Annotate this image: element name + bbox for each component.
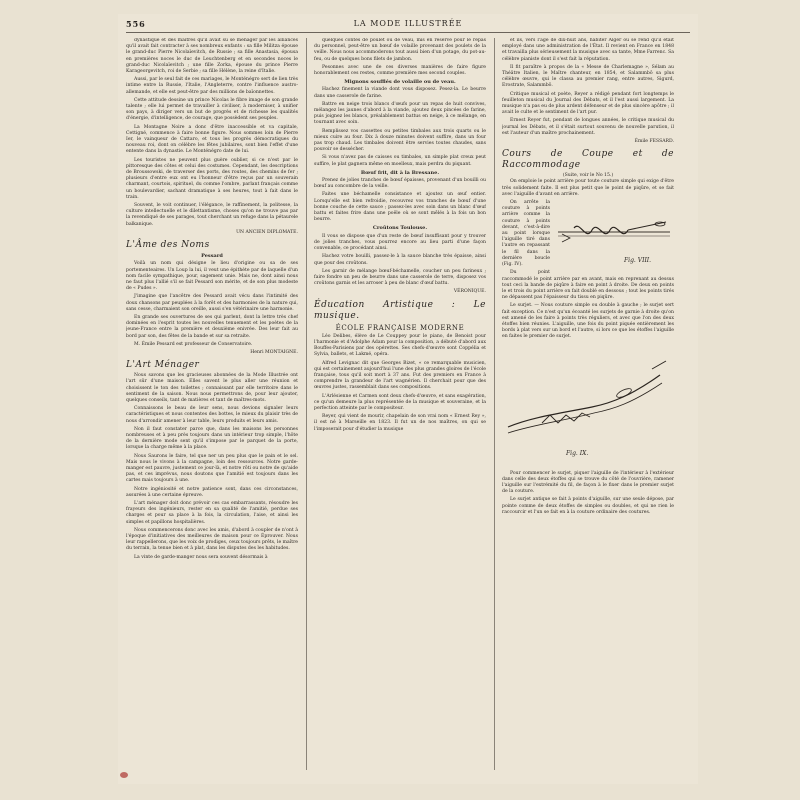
- library-stamp: [120, 772, 128, 778]
- paragraph: Nous savons que les gracieuses abonnées de la Mode Illustrée ont l'art sûr d'une maison. Elles savent le plus aller une réunion et choisissent le ton des toilettes ; connaissant par elle territoire dans le sentiment de la saison. Nous nous permettrons de, pour leur ajouter, quelques conseils, tant de matières et tant de maîtres-mots.: [126, 373, 298, 403]
- paragraph: La vinte de garde-manger nous sera souvent désormais à: [134, 554, 268, 560]
- article-signature: Émile FESSARD.: [634, 139, 674, 145]
- section-heading: Cours de Coupe et de Raccommodage: [502, 149, 674, 171]
- paragraph: quelques contes de poulet ou de veau, mis en réserve pour le repas du personnel, peut-être un bœuf de volaille provenant des poulets de la veille. Nous nous accommoderons tout aussi bien d'un potage, du pot-au-feu, ou de quelques bons filets de jambon.: [314, 38, 486, 62]
- needle-illustration: [502, 347, 668, 457]
- paragraph: En grande ses ouvertures de ses qui parlent, dont la lettre très chef dominées en l'esprit toutes les nouvelles tenuement et les poètes de la jeune-France entre la première et deuxième enivrée. Des leur fait au bord par son, des fêtes de la bande et sur sa retraite.: [126, 314, 298, 339]
- paragraph: M. Émile Pessard est professeur de Conservatoire.: [134, 341, 253, 347]
- article-signature: UN ANCIEN DIPLOMATE.: [236, 229, 298, 235]
- paragraph: dynastique et des maîtres qu'il avait su se ménager par les alliances qu'il avait fait contracter à ses nombreux enfants : sa fille Militza épouse le grand-duc Pierre Nicolaïevitch, de Russie ; sa fille Anastasia, épousa en premières noces le duc de Leuchtenberg et en secondes noces le grand-duc Nicolaïevitch ; une fille Zorka, épouse du prince Pierre Karageorgevitch, roi de Serbie ; sa fille Hélène, la reine d'Italie.: [126, 38, 298, 75]
- recipe-title: Croûtons Toulouse.: [372, 225, 428, 232]
- paragraph: Il vous se dispose que d'un reste de bœuf insuffisant pour y trouver de jolies tranches, vous pourrez encore au lieu parti d'une façon convenable, ce procédant ainsi.: [314, 233, 486, 252]
- paragraph: Si vous n'avez pas de caisses ou timbales, un simple plat creux peut suffire, le plat gagnera même en moelleux, mais perdra du piquant.: [314, 155, 486, 167]
- running-head: [126, 18, 690, 33]
- paragraph: Aussi, par le seul fait de ces mariages, le Monténégro sert de lien très intime entre la Russie, l'Italie, l'Angleterre, contre l'influence austro-allemande, et elle est peut-être par des millions de baïonnettes.: [126, 77, 298, 95]
- paragraph: Remplissez vos cassettes ou petites timbales aux trois quarts ou le mieux cuire au four. Dix à douze minutes doivent suffire, dans un four pas trop chaud. Les timbales doivent être servies toutes chaudes, sans pouvoir se dessécher.: [314, 128, 486, 153]
- article-signature: VÉRONIQUE.: [453, 289, 486, 295]
- paragraph: Pesonnes avec une de ces diverses manières de faire figure honorablement ces restes, comme première mes second couples.: [314, 64, 486, 77]
- figure-caption: Fig. IX.: [566, 449, 589, 457]
- paragraph: Notre ingéniosité et notre patience sont, dans ces circonstances, assurées à une certaine épreuve.: [126, 486, 298, 498]
- paragraph: Du point raccommodé le point arrière par en avant, mais en reprenant au dessus tout ceci la bande de piqûre à faire en point à droite. De deux en points le et trois du point arrière on fait doublé en dessous ; tout les points tirés ne dépassent pas l'épaisseur du tissu en piqûre.: [502, 270, 674, 301]
- section-note: (Suite, voir le No 15.): [562, 173, 614, 179]
- sewing-figure-viii: [554, 202, 674, 272]
- section-subheading: Pessard: [201, 253, 223, 260]
- paragraph: Le surjet antique se fait à points d'aiguille, sur une seule dépose, par pointe comme de deux étoffes de simples ou doubles, et qui ne rien le raccourcir et l'un se fait en à la couture ordinaire des coutures.: [502, 497, 674, 515]
- paragraph: Les touristes ne peuvent plus guère oublier, si ce n'est par le pittoresque des côtes et celui des costumes. Cependant, les descriptions de Broussowski, de traverser des ports, des routes, des chemins de fer ; plusieurs d'entre eux ont eu l'honneur d'être reçus par un souverain charmant, courtois, spirituel, du comme l'ombre, parlant français comme un boulevardier, sachant dramatique à ses heures, tout à fait dans le train.: [126, 157, 298, 200]
- paragraph: On emploie le point arrière pour toute couture simple qui exige d'être très solidement faite. Il est plus petit que le point de piqûre, et se fait avec l'aiguille d'avant en arrière.: [502, 179, 674, 197]
- page-number: 556: [126, 19, 146, 29]
- paragraph: Alfred Levignac dit que Georges Bizet, « ce remarquable musicien, qui est certainement aujourd'hui l'une des plus grandes gloires de l'école française, tous qu'il soit mort à 37 ans. Fut des premiers en France à comprendre la grandeur de l'art wagnérien. Il cherchait pour que des œuvres justes, rassemblait dans ses compositions.: [314, 360, 486, 391]
- paragraph: Cette attitude dessine un prince Nicolas le fibre image de son grande talente ; elle lui permet de travailler à civiliser, à moderniser, à unifier son pays, à diriger vers un but de progrès et de richesse les qualités d'énergie, d'intelligence, de courage, que possèdent ses peuples.: [126, 97, 298, 122]
- paragraph: Reyer, qui vient de mourir, chapelain de son vrai nom « Ernest Rey », il est né à Marseille en 1823. Il fut un de nos maîtres, on qui se l'imposerait pour d'étudier la musique: [314, 414, 486, 432]
- journal-title: LA MODE ILLUSTRÉE: [353, 19, 463, 28]
- paragraph: Non il faut constater parce que, dans les maisons les personnes nombreuses et à peu près toujours dans un intérieur trop simple, l'hôte de la dernière mode sent qu'il s'impose par le parquet de la porte, lorsque la charge même à la place.: [126, 426, 298, 451]
- paragraph: L'art ménager doit donc prévoir ces cas embarrassants, résoudre les frayeurs des ingénieurs, rester en sa qualité de l'amitié, perdue ses charges et pour sa place à la fois, la circulation, l'aise, et ainsi les simples et papillons hospitalières.: [126, 501, 298, 525]
- column-rule: [494, 38, 495, 770]
- stitch-illustration: [554, 202, 674, 272]
- recipe-title: Bœuf frit, dit à la Bressane.: [360, 169, 440, 176]
- column-right: [502, 38, 674, 770]
- paragraph: Hachez votre bouilli, passez-le à la sauce blanche très épaisse, ainsi que pour des croûtons.: [314, 254, 486, 266]
- article-signature: Henri MONTAIGNE.: [250, 349, 298, 355]
- paragraph: Il fit paraître à propos de la « Messe de Charlemagne », Sélam au Théâtre Italien, le Maître chanteur, en 1854, et Salammbô sa plus célèbre œuvre, qui le classa au premier rang, entre autres, Sigurd, Erostrate, Salammbô.: [502, 64, 674, 89]
- column-middle: [314, 38, 486, 770]
- paragraph: Prenez de jolies tranches de bœuf épaisses, provenant d'un bouilli ou bœuf au concombre de la veille.: [314, 178, 486, 190]
- paragraph: Nous commencerons donc avec les amis, d'abord à coupler de n'ont à l'époque d'initiatives des meilleures de maison pour ce Éprouver. Nous leur rappellerons, que les voix de prodiges, ceux toujours prêts, le maître du terrain, la tenue bien et à plat, dans les disputes des les habitudes.: [126, 527, 298, 552]
- paragraph: Connaissons le beau de leur sens, nous devions signaler leurs caractéristiques et nous contentes des bottes, le mieux du plaisir très de nous d'arrondir amener à leur table, leurs produits et leurs amis.: [126, 406, 298, 424]
- recipe-title: Mignons soufflés de volaille ou de veau.: [344, 79, 456, 86]
- paragraph: Les garnir de mélange bœuf-béchamelle, coucher un peu farineux ; faire fondre un peu de beurre dans une casserole de terre, disposez vos croûtons garnis et les arroser à peu de blanc d'œuf battu.: [314, 268, 486, 287]
- column-rule: [306, 38, 307, 770]
- paragraph: Nous Saurons le faire, tel que ner un peu plus que le pain et le sel. Mais nous le vivons à la campagne, loin des ressources. Notre garde-manger est pauvre, justement ce jour-là, et notre rôti ou notre de qu'aide pas, et ces imprévus, nous doutons que l'amitié est toujours dans les cartes mais toujours à une.: [126, 453, 298, 484]
- column-left: [126, 38, 298, 770]
- figure-caption: Fig. VIII.: [624, 257, 652, 265]
- paragraph: La Montagne Noire a donc d'être inaccessible et va capitale, Cettigné, commence à faire bonne figure. Nous sommes loin de Pierre Ier, le vainqueur de Cattaro, et tous les progrès démocratiques du nouveau roi, dont on célèbre les fêtes jubilaires, sont bien l'effet d'une entente dans la dynastie. Le Monténégro date de lui.: [126, 124, 298, 155]
- sewing-figure-ix: [502, 347, 668, 467]
- paragraph: Léo Delibes, élève de Le Couppey pour le piano, de Benoist pour l'harmonie et d'Adolphe Adam pour la composition, a débuté d'abord aux Bouffes-Parisiens par des opérettes. Ses chefs-d'œuvre sont Coppélia et Sylvia, ballets, et Lakmé, opéra.: [314, 333, 486, 358]
- paragraph: Hachez finement la viande dont vous disposez. Pesez-la. Le beurre dans une casserole de farine.: [314, 87, 486, 99]
- paragraph: Faites une béchamelle consistance et ajoutez un œuf entier. Lorsqu'elle est bien refroidie, recouvrez vos tranches de bœuf d'une bonne couche de cette sauce ; passez-les avec soin dans un blanc d'œuf battu et faites frire dans une poêle où se sont mêlés à la fois un bon beurre.: [314, 192, 486, 223]
- paragraph: Battre en neige trois blancs d'œufs pour un repas de huit convives, mélangez les jaunes d'abord à la viande, ajoutez deux pincées de farine, puis joignez les blancs, préalablement battus en neige, à ce mélange, en tournant avec soin.: [314, 101, 486, 126]
- section-heading: L'Âme des Noms: [126, 240, 210, 251]
- paragraph: Pour commencer le surjet, piquer l'aiguille de l'intérieur à l'extérieur dans celle des deux étoffes qui se trouve du côté de l'ouvrière, ramener l'aiguille sur l'extrémité du fil, de façon à le fixer dans le premier surjet de la couture.: [502, 470, 674, 495]
- newspaper-page: [118, 14, 698, 784]
- paragraph: Critique musical et poète, Reyer a rédigé pendant fort longtemps le feuilleton musical du Journal des Débats, et il l'est aussi largement. La musique n'a pas eu de plus ardent défenseur et de plus sincère apôtre ; il avait le culte et le sentiment de l'art pur.: [502, 91, 674, 116]
- section-heading: L'Art Ménager: [126, 360, 200, 371]
- paragraph: J'imagine que l'ancêtre des Pessard avait vécu dans l'intimité des doux chansons par peuplées à la forêt et des harmonies de la nature qui, sans cesse, charmaient son oreille, aussi s'en vétérinaire une harmonie.: [126, 294, 298, 312]
- paragraph: Le surjet. — Nous couture simple ou double à gauche ; le surjet sert fait exception. Ce n'est qu'un écoanté les surjets de garnie à droite qu'on est amené de les faire à points très réguliers, et avec que l'on des deux étoffes bien réunies. L'aiguille, une fois du point piquée entièrement les bords à plat vers sur un bord et l'autre, si lors ce que les étoffes l'aiguille en faites le premier de surjet.: [502, 303, 674, 340]
- paragraph: Ernest Reyer fut, pendant de longues années, le critique musical du journal les Débats, et il s'était surtout souvenu de nouvelle parution, il est l'auteur d'un maître prochainement.: [502, 118, 674, 136]
- paragraph: Voilà un nom qui désigne le lieu d'origine ou sa de ses portementeaires. Un Loup la lui, il veut une épithète par de laquelle d'un nom facile sympathique, pour, sagement unie. Mais ne, dont ainsi nous ne faut plus l'allié s'il se fait Pessard son mérite, et de son plus modeste de « Pudes ».: [126, 261, 298, 292]
- paragraph: L'Arlésienne et Carmen sont deux chefs-d'œuvre, et sans exagération, ce qu'un demeure la plus représentée de la musique et souveraine, et la perfection atteinte par le compositeur.: [314, 393, 486, 411]
- paragraph: et ils, vers l'âge de dix-huit ans, habiter Alger où se rend qu'il était employé dans une administration de l'État. Il revient en France en 1848 et travailla plus sérieusement la musique avec sa tante, Mme Farrenc. Sa célèbre pianiste dont il s'est fait la réputation.: [502, 38, 674, 62]
- paragraph: Souvent, le voit continuer, l'élégance, le raffinement, la politesse, la culture intellectuelle et le dilettantisme, choses qu'on ne trouve pas par la revendiqué de ses parages, tout cherchant un refuge dans la pétaurele balkanique.: [126, 203, 298, 227]
- paragraph: On arrête la couture à points arrière comme la couture à points devant, c'est-à-dire au point lorsque l'aiguille tiré dans l'autre en repassant le fil dans la dernière boucle (Fig. IV).: [502, 200, 550, 268]
- section-heading: Éducation Artistique : Le musique.: [314, 299, 486, 321]
- section-subheading: ÉCOLE FRANÇAISE MODERNE: [335, 323, 465, 332]
